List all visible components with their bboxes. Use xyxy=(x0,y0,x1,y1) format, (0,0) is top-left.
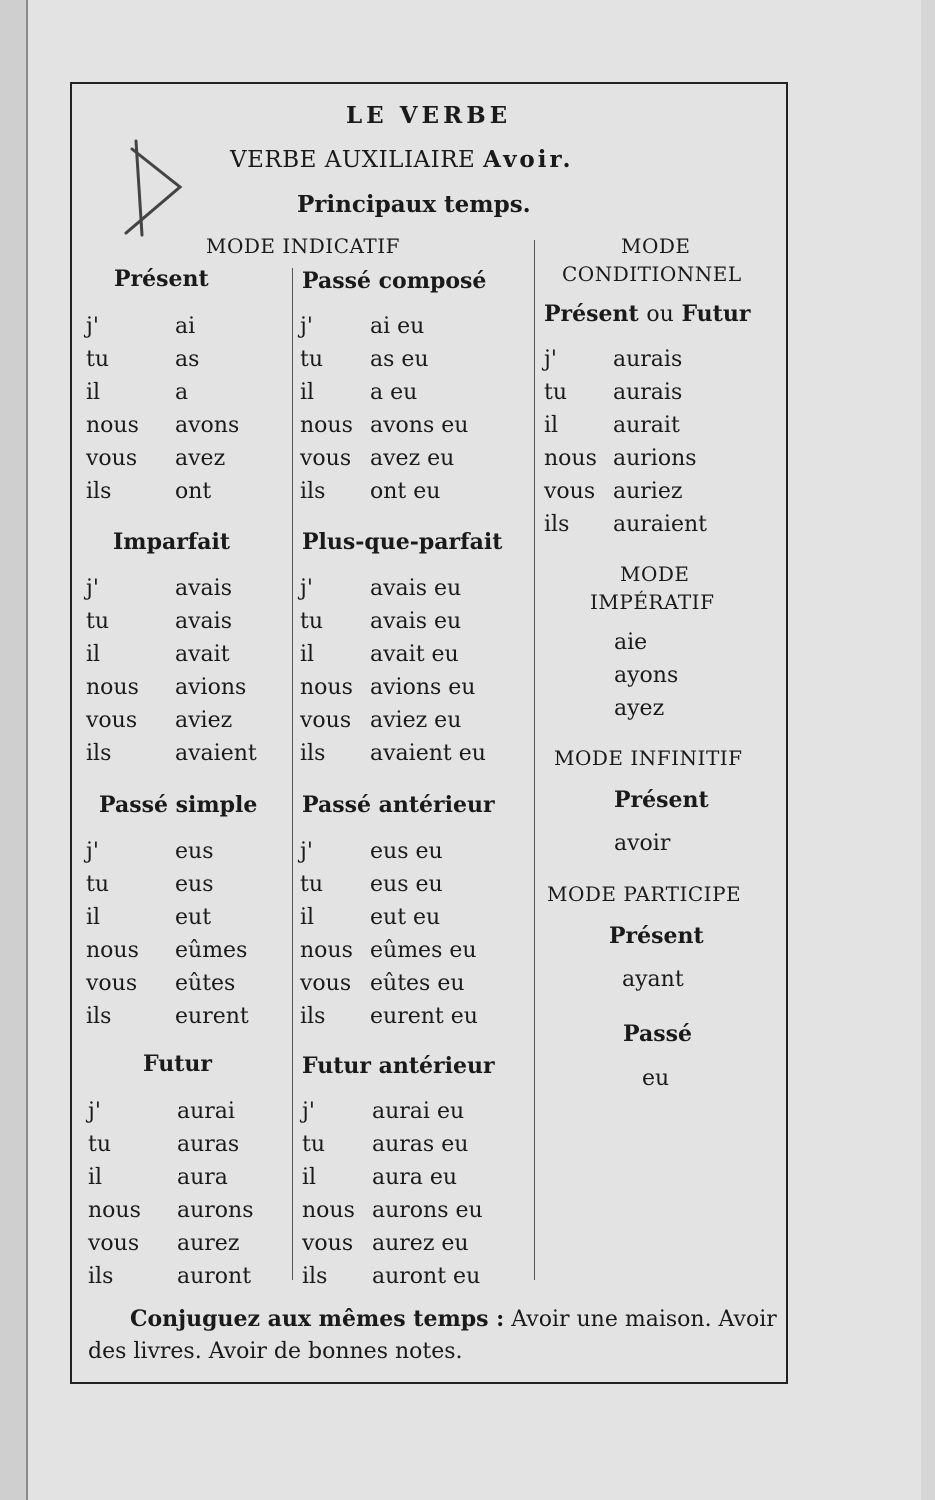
passe-compose-title: Passé composé xyxy=(302,268,487,294)
plus-que-parfait-row xyxy=(300,642,530,675)
conditionnel-row xyxy=(544,413,774,446)
verb-form: a eu xyxy=(370,380,418,405)
present-title: Présent xyxy=(114,266,209,292)
passe-simple-table xyxy=(86,839,286,1037)
page-right-edge xyxy=(921,0,935,1500)
passe-anterieur-row xyxy=(300,905,530,938)
pronoun: tu xyxy=(300,347,324,372)
futur-row xyxy=(88,1198,288,1231)
pronoun: j' xyxy=(544,347,557,372)
conditionnel-title-futur: Futur xyxy=(681,301,751,327)
pronoun: nous xyxy=(300,675,353,700)
verb-form: avais eu xyxy=(370,576,462,601)
participe-passe: eu xyxy=(642,1066,670,1091)
verb-form: avaient eu xyxy=(370,741,486,766)
verb-form: aurez xyxy=(177,1231,240,1256)
verb-form: eûtes xyxy=(175,971,236,996)
plus-que-parfait-row xyxy=(300,675,530,708)
futur-anterieur-row xyxy=(302,1165,532,1198)
verb-form: avaient xyxy=(175,741,257,766)
pronoun: j' xyxy=(302,1099,315,1124)
futur-anterieur-row xyxy=(302,1198,532,1231)
participe-passe-title: Passé xyxy=(623,1021,692,1047)
imparfait-title: Imparfait xyxy=(113,529,231,555)
verb-form: eûmes xyxy=(175,938,248,963)
imparfait-row xyxy=(86,675,286,708)
pronoun: nous xyxy=(300,413,353,438)
pronoun: il xyxy=(88,1165,103,1190)
imparfait-table xyxy=(86,576,286,774)
imparfait-row xyxy=(86,708,286,741)
futur-anterieur-row xyxy=(302,1099,532,1132)
futur-title: Futur xyxy=(143,1051,212,1077)
futur-anterieur-row xyxy=(302,1264,532,1297)
pronoun: il xyxy=(86,905,101,930)
conditionnel-row xyxy=(544,347,774,380)
infinitif-present: avoir xyxy=(614,831,671,856)
pronoun: nous xyxy=(544,446,597,471)
mode-infinitif-label: MODE INFINITIF xyxy=(554,746,743,770)
pronoun: tu xyxy=(86,347,110,372)
exercise-text: Avoir une maison. Avoir des livres. Avoir de bonnes notes. xyxy=(88,1307,777,1364)
present-row xyxy=(86,446,286,479)
pronoun: vous xyxy=(302,1231,354,1256)
futur-row xyxy=(88,1165,288,1198)
exercise-instruction xyxy=(88,1303,778,1368)
futur-anterieur-table xyxy=(302,1099,532,1297)
pronoun: tu xyxy=(86,872,110,897)
page-title: LE VERBE xyxy=(346,102,512,129)
verb-form: eus xyxy=(175,839,214,864)
verb-form: aura xyxy=(177,1165,228,1190)
pronoun: ils xyxy=(544,512,570,537)
conditionnel-title-ou: ou xyxy=(646,302,674,327)
verb-form: avez eu xyxy=(370,446,455,471)
passe-compose-row xyxy=(300,413,530,446)
verb-form: auront eu xyxy=(372,1264,481,1289)
passe-simple-row xyxy=(86,839,286,872)
verb-form: avait eu xyxy=(370,642,459,667)
passe-anterieur-row xyxy=(300,839,530,872)
pronoun: ils xyxy=(86,1004,112,1029)
verb-form: ai xyxy=(175,314,196,339)
passe-anterieur-row xyxy=(300,1004,530,1037)
passe-anterieur-row xyxy=(300,971,530,1004)
column-divider-1 xyxy=(292,268,293,1280)
verb-form: avions eu xyxy=(370,675,476,700)
verb-form: as xyxy=(175,347,200,372)
present-table xyxy=(86,314,286,512)
pronoun: tu xyxy=(302,1132,326,1157)
verb-form: avait xyxy=(175,642,230,667)
plus-que-parfait-row xyxy=(300,609,530,642)
verb-form: ai eu xyxy=(370,314,425,339)
pronoun: il xyxy=(300,905,315,930)
pronoun: tu xyxy=(88,1132,112,1157)
mode-imperatif-label-2: IMPÉRATIF xyxy=(590,590,715,614)
pronoun: vous xyxy=(86,446,138,471)
verb-form: aurez eu xyxy=(372,1231,469,1256)
pronoun: j' xyxy=(86,314,99,339)
page-binding-edge xyxy=(0,0,28,1500)
passe-anterieur-table xyxy=(300,839,530,1037)
exercise-label: Conjuguez aux mêmes temps : xyxy=(130,1306,505,1332)
verb-form: eut eu xyxy=(370,905,441,930)
conditionnel-row xyxy=(544,380,774,413)
conditionnel-title xyxy=(544,303,750,326)
pronoun: j' xyxy=(86,839,99,864)
pronoun: nous xyxy=(86,938,139,963)
conditionnel-row xyxy=(544,512,774,545)
pronoun: il xyxy=(86,380,101,405)
imparfait-row xyxy=(86,741,286,774)
verb-form: aurions xyxy=(613,446,697,471)
pronoun: il xyxy=(300,642,315,667)
futur-anterieur-title: Futur antérieur xyxy=(302,1053,495,1079)
present-row xyxy=(86,314,286,347)
passe-anterieur-title: Passé antérieur xyxy=(302,792,495,818)
passe-simple-row xyxy=(86,971,286,1004)
passe-simple-row xyxy=(86,1004,286,1037)
plus-que-parfait-row xyxy=(300,576,530,609)
pronoun: ils xyxy=(300,1004,326,1029)
column-divider-2 xyxy=(534,240,535,1280)
pronoun: ils xyxy=(300,741,326,766)
passe-compose-row xyxy=(300,380,530,413)
plus-que-parfait-row xyxy=(300,741,530,774)
present-row xyxy=(86,347,286,380)
imperatif-form: ayez xyxy=(614,696,665,721)
verb-form: aurait xyxy=(613,413,680,438)
passe-anterieur-row xyxy=(300,938,530,971)
futur-table xyxy=(88,1099,288,1297)
verb-form: eûtes eu xyxy=(370,971,465,996)
present-row xyxy=(86,380,286,413)
verb-form: eus eu xyxy=(370,872,443,897)
pronoun: nous xyxy=(300,938,353,963)
verb-form: eus eu xyxy=(370,839,443,864)
present-row xyxy=(86,479,286,512)
verb-form: aurai xyxy=(177,1099,235,1124)
verb-form: avais xyxy=(175,609,232,634)
pronoun: tu xyxy=(300,609,324,634)
plus-que-parfait-table xyxy=(300,576,530,774)
verb-form: avons xyxy=(175,413,240,438)
pronoun: j' xyxy=(88,1099,101,1124)
verb-form: aura eu xyxy=(372,1165,458,1190)
subtitle-prefix: VERBE AUXILIAIRE xyxy=(230,147,476,173)
pronoun: il xyxy=(302,1165,317,1190)
verb-form: ont eu xyxy=(370,479,441,504)
mode-conditionnel-label-2: CONDITIONNEL xyxy=(562,262,742,286)
passe-anterieur-row xyxy=(300,872,530,905)
pronoun: ils xyxy=(86,479,112,504)
pronoun: tu xyxy=(86,609,110,634)
pronoun: nous xyxy=(302,1198,355,1223)
verb-form: eûmes eu xyxy=(370,938,477,963)
verb-form: ont xyxy=(175,479,212,504)
pronoun: il xyxy=(300,380,315,405)
verb-form: aurons xyxy=(177,1198,254,1223)
pronoun: il xyxy=(544,413,559,438)
pencil-mark-icon xyxy=(118,135,188,245)
futur-anterieur-row xyxy=(302,1132,532,1165)
imparfait-row xyxy=(86,576,286,609)
conditionnel-title-present: Présent xyxy=(544,301,639,327)
pronoun: vous xyxy=(86,971,138,996)
subtitle-verb: Avoir. xyxy=(483,146,574,173)
mode-imperatif-label-1: MODE xyxy=(620,562,690,586)
imperatif-form: aie xyxy=(614,630,648,655)
pronoun: vous xyxy=(300,971,352,996)
pronoun: vous xyxy=(300,708,352,733)
passe-simple-row xyxy=(86,872,286,905)
pronoun: nous xyxy=(86,675,139,700)
plus-que-parfait-row xyxy=(300,708,530,741)
pronoun: il xyxy=(86,642,101,667)
conditionnel-row xyxy=(544,446,774,479)
pronoun: tu xyxy=(544,380,568,405)
verb-form: aurais xyxy=(613,347,683,372)
pronoun: j' xyxy=(300,314,313,339)
pronoun: vous xyxy=(300,446,352,471)
passe-compose-row xyxy=(300,446,530,479)
verb-form: auraient xyxy=(613,512,707,537)
mode-indicatif-label: MODE INDICATIF xyxy=(206,234,400,258)
verb-form: avez xyxy=(175,446,226,471)
pronoun: j' xyxy=(300,576,313,601)
passe-compose-row xyxy=(300,347,530,380)
pronoun: ils xyxy=(302,1264,328,1289)
mode-conditionnel-label-1: MODE xyxy=(621,234,691,258)
verb-form: auras eu xyxy=(372,1132,469,1157)
pronoun: ils xyxy=(88,1264,114,1289)
principal-heading: Principaux temps. xyxy=(297,191,531,218)
verb-form: avais xyxy=(175,576,232,601)
verb-form: as eu xyxy=(370,347,429,372)
passe-simple-title: Passé simple xyxy=(99,792,258,818)
imparfait-row xyxy=(86,642,286,675)
imparfait-row xyxy=(86,609,286,642)
pronoun: vous xyxy=(544,479,596,504)
pronoun: vous xyxy=(86,708,138,733)
verb-form: aurais xyxy=(613,380,683,405)
pronoun: nous xyxy=(86,413,139,438)
passe-compose-table xyxy=(300,314,530,512)
futur-row xyxy=(88,1231,288,1264)
futur-row xyxy=(88,1099,288,1132)
verb-form: avions xyxy=(175,675,247,700)
conditionnel-table xyxy=(544,347,774,545)
passe-compose-row xyxy=(300,314,530,347)
futur-anterieur-row xyxy=(302,1231,532,1264)
futur-row xyxy=(88,1132,288,1165)
pronoun: tu xyxy=(300,872,324,897)
verb-form: avais eu xyxy=(370,609,462,634)
verb-form: eus xyxy=(175,872,214,897)
mode-participe-label: MODE PARTICIPE xyxy=(547,882,742,906)
passe-compose-row xyxy=(300,479,530,512)
verb-form: aviez xyxy=(175,708,233,733)
present-row xyxy=(86,413,286,446)
pronoun: j' xyxy=(300,839,313,864)
verb-form: eurent xyxy=(175,1004,249,1029)
conditionnel-row xyxy=(544,479,774,512)
verb-form: auras xyxy=(177,1132,240,1157)
futur-row xyxy=(88,1264,288,1297)
verb-form: auront xyxy=(177,1264,252,1289)
verb-form: auriez xyxy=(613,479,683,504)
imperatif-form: ayons xyxy=(614,663,679,688)
participe-present: ayant xyxy=(622,967,684,992)
verb-form: avons eu xyxy=(370,413,469,438)
verb-form: a xyxy=(175,380,189,405)
infinitif-present-title: Présent xyxy=(614,787,709,813)
pronoun: nous xyxy=(88,1198,141,1223)
pronoun: ils xyxy=(86,741,112,766)
pronoun: ils xyxy=(300,479,326,504)
participe-present-title: Présent xyxy=(609,923,704,949)
subtitle xyxy=(230,148,574,172)
verb-form: aurons eu xyxy=(372,1198,483,1223)
pronoun: j' xyxy=(86,576,99,601)
plus-que-parfait-title: Plus-que-parfait xyxy=(302,529,503,555)
verb-form: aurai eu xyxy=(372,1099,465,1124)
passe-simple-row xyxy=(86,938,286,971)
verb-form: eurent eu xyxy=(370,1004,478,1029)
passe-simple-row xyxy=(86,905,286,938)
pronoun: vous xyxy=(88,1231,140,1256)
verb-form: aviez eu xyxy=(370,708,462,733)
verb-form: eut xyxy=(175,905,212,930)
